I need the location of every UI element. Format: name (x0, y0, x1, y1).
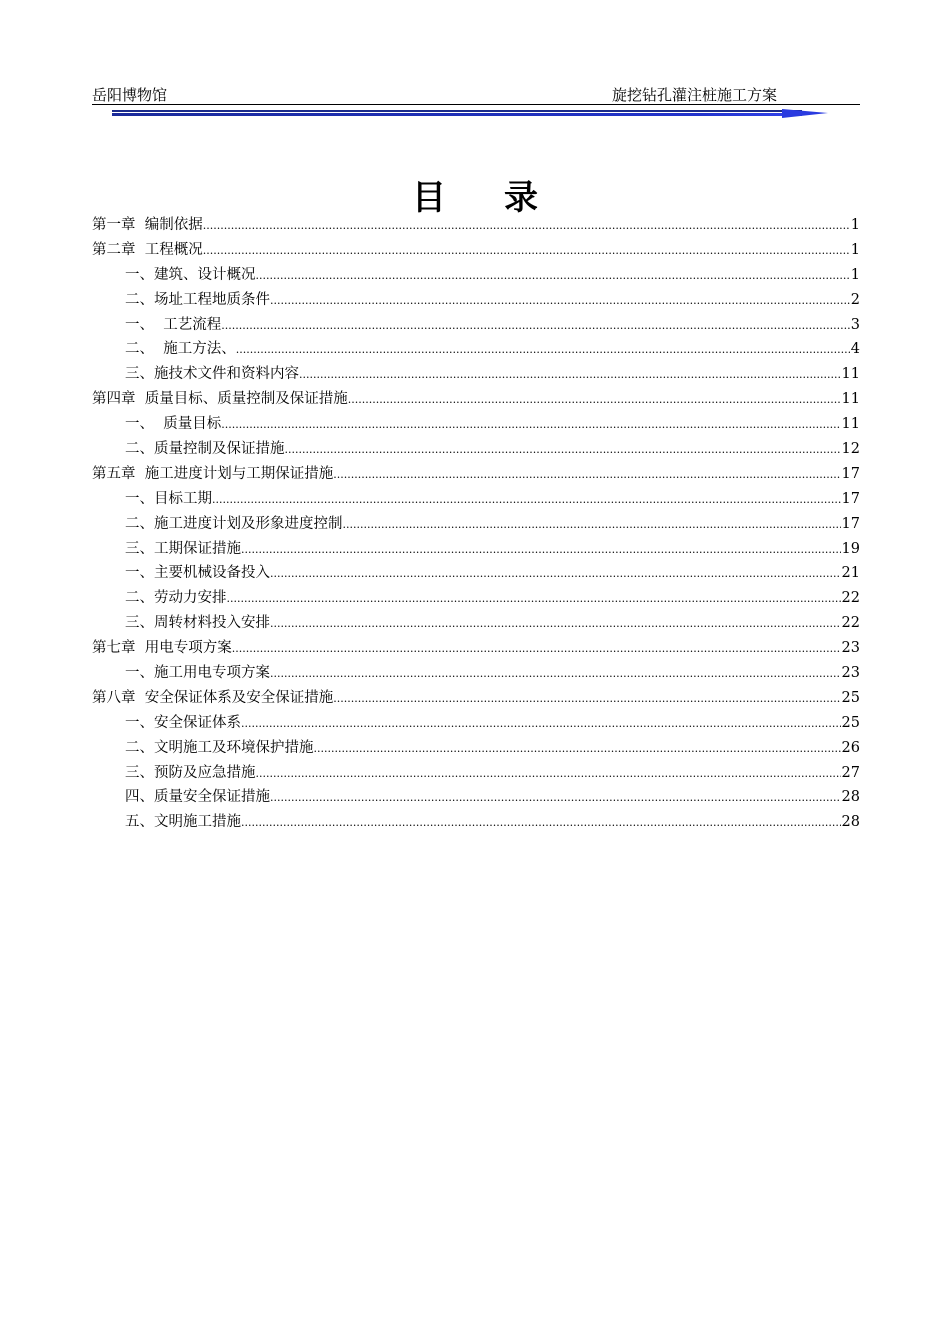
toc-entry-label: 二、文明施工及环境保护措施 (125, 739, 314, 756)
toc-entry-page: 11 (841, 391, 860, 408)
toc-entry-label: 一、主要机械设备投入 (125, 565, 270, 582)
toc-entry-page: 12 (841, 441, 860, 458)
toc-leader-dots (343, 513, 841, 538)
toc-leader-dots (241, 712, 841, 737)
toc-entry-page: 21 (841, 565, 860, 582)
toc-leader-dots (232, 637, 841, 662)
toc-entry-page: 11 (841, 366, 860, 383)
toc-entry-page: 19 (841, 540, 860, 557)
toc-leader-dots (270, 786, 841, 811)
toc-entry-page: 23 (841, 665, 860, 682)
table-of-contents (92, 213, 860, 835)
toc-entry-label: 三、周转材料投入安排 (125, 615, 270, 632)
toc-entry-page: 1 (850, 266, 860, 283)
toc-leader-dots (285, 438, 841, 463)
toc-entry-page: 1 (850, 217, 860, 233)
toc-entry[interactable] (92, 412, 860, 437)
toc-entry[interactable] (92, 561, 860, 586)
toc-leader-dots (299, 363, 841, 388)
toc-entry-page: 28 (841, 789, 860, 806)
toc-entry[interactable] (92, 736, 860, 761)
toc-leader-dots (227, 587, 841, 612)
toc-entry-label: 一、安全保证体系 (125, 714, 241, 731)
toc-entry-label: 三、工期保证措施 (125, 540, 241, 557)
toc-entry-label: 一、建筑、设计概况 (125, 266, 256, 283)
toc-entry[interactable] (92, 636, 860, 661)
toc-entry[interactable] (92, 512, 860, 537)
header-blue-band (112, 109, 828, 119)
toc-leader-dots (348, 388, 841, 413)
toc-entry[interactable] (92, 387, 860, 412)
header-rule (92, 104, 860, 105)
toc-entry-label: 三、预防及应急措施 (125, 764, 256, 781)
toc-entry-label: 第八章 安全保证体系及安全保证措施 (92, 689, 334, 706)
toc-entry[interactable] (92, 437, 860, 462)
toc-leader-dots (212, 488, 841, 513)
toc-entry[interactable] (92, 362, 860, 387)
toc-leader-dots (256, 264, 850, 289)
toc-entry-label: 二、场址工程地质条件 (125, 291, 270, 308)
toc-leader-dots (270, 612, 841, 637)
toc-entry-label: 第一章 编制依据 (92, 217, 203, 233)
toc-entry-label: 二、 施工方法、 (125, 341, 236, 358)
toc-leader-dots (314, 737, 841, 762)
toc-entry[interactable] (92, 611, 860, 636)
toc-entry-page: 27 (841, 764, 860, 781)
toc-leader-dots (241, 811, 841, 836)
toc-entry[interactable] (92, 537, 860, 562)
toc-leader-dots (270, 289, 850, 314)
toc-entry[interactable] (92, 337, 860, 362)
toc-entry-page: 4 (850, 341, 860, 358)
toc-entry-page: 1 (850, 241, 860, 258)
toc-entry-page: 11 (841, 416, 860, 433)
toc-entry-label: 四、质量安全保证措施 (125, 789, 270, 806)
toc-leader-dots (270, 662, 841, 687)
toc-entry-label: 一、 工艺流程 (125, 316, 222, 333)
toc-leader-dots (333, 687, 840, 712)
toc-entry-label: 一、 质量目标 (125, 416, 222, 433)
toc-leader-dots (333, 463, 840, 488)
toc-entry[interactable] (92, 586, 860, 611)
toc-entry-label: 第二章 工程概况 (92, 241, 203, 258)
toc-leader-dots (256, 762, 841, 787)
toc-entry[interactable] (92, 313, 860, 338)
toc-entry[interactable] (92, 288, 860, 313)
toc-entry-page: 2 (850, 291, 860, 308)
toc-entry-label: 一、目标工期 (125, 490, 212, 507)
toc-entry[interactable] (92, 263, 860, 288)
toc-entry-page: 26 (841, 739, 860, 756)
toc-entry-label: 一、施工用电专项方案 (125, 665, 270, 682)
toc-entry[interactable] (92, 785, 860, 810)
toc-entry[interactable] (92, 686, 860, 711)
toc-entry-label: 五、文明施工措施 (125, 814, 241, 831)
toc-leader-dots (270, 562, 841, 587)
toc-leader-dots (221, 413, 840, 438)
toc-entry-page: 17 (841, 490, 860, 507)
toc-entry-label: 第七章 用电专项方案 (92, 640, 232, 657)
toc-leader-dots (203, 214, 850, 239)
toc-entry[interactable] (92, 810, 860, 835)
toc-entry-page: 25 (841, 714, 860, 731)
toc-entry-page: 23 (841, 640, 860, 657)
toc-entry[interactable] (92, 761, 860, 786)
toc-leader-dots (203, 239, 850, 264)
toc-entry[interactable] (92, 238, 860, 263)
header-project-name: 岳阳博物馆 (92, 86, 168, 104)
toc-entry[interactable] (92, 462, 860, 487)
toc-leader-dots (241, 538, 841, 563)
toc-entry[interactable] (92, 213, 860, 238)
toc-entry[interactable] (92, 661, 860, 686)
toc-entry-page: 17 (841, 515, 860, 532)
toc-entry-page: 22 (841, 615, 860, 632)
toc-entry[interactable] (92, 711, 860, 736)
toc-entry-page: 3 (850, 316, 860, 333)
toc-leader-dots (236, 338, 850, 363)
toc-entry-page: 25 (841, 689, 860, 706)
toc-entry-label: 第五章 施工进度计划与工期保证措施 (92, 465, 334, 482)
toc-entry-page: 17 (841, 465, 860, 482)
toc-entry-label: 三、施技术文件和资料内容 (125, 366, 299, 383)
toc-title: 目录 (412, 178, 596, 218)
toc-entry-label: 二、劳动力安排 (125, 590, 227, 607)
toc-leader-dots (221, 314, 850, 339)
toc-entry-page: 22 (841, 590, 860, 607)
header-document-title: 旋挖钻孔灌注桩施工方案 (612, 86, 778, 104)
toc-entry-page: 28 (841, 814, 860, 831)
toc-entry-label: 二、施工进度计划及形象进度控制 (125, 515, 343, 532)
toc-entry[interactable] (92, 487, 860, 512)
toc-entry-label: 第四章 质量目标、质量控制及保证措施 (92, 391, 348, 408)
toc-entry-label: 二、质量控制及保证措施 (125, 441, 285, 458)
page-header (92, 84, 860, 106)
